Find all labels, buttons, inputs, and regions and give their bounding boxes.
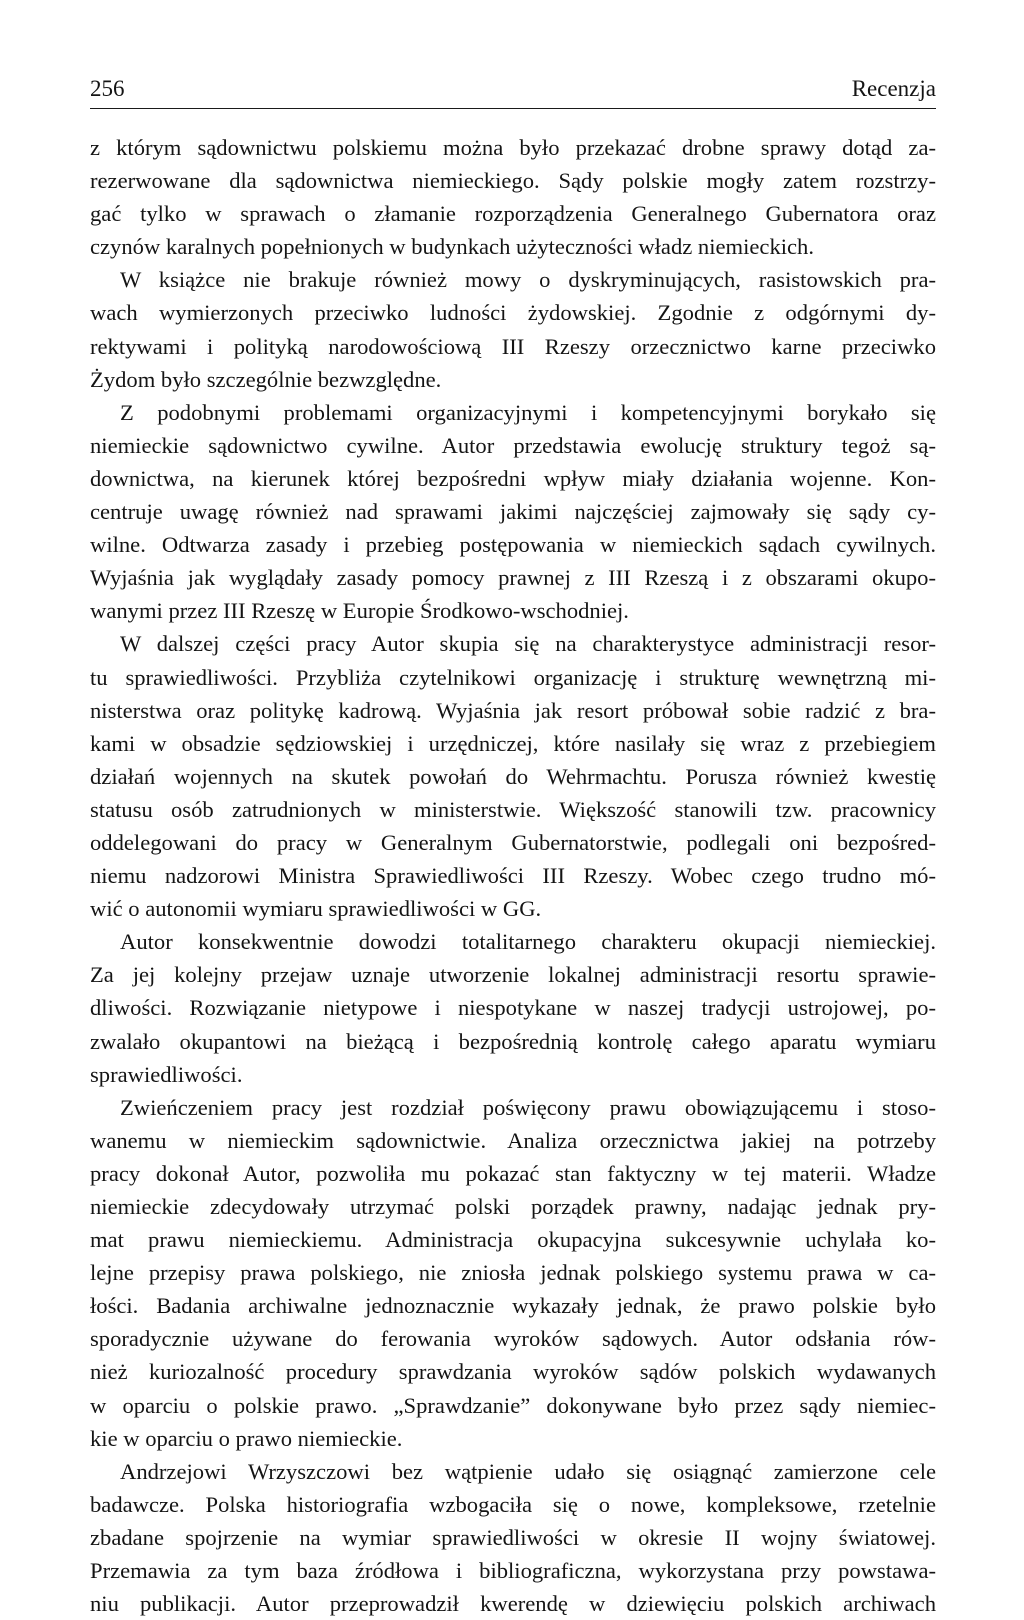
text-line: Z podobnymi problemami organizacyjnymi i kompetencyjnymi borykało się [120, 399, 936, 425]
text-line: wach wymierzonych przeciwko ludności żydowskiej. Zgodnie z odgórnymi dy- [90, 300, 936, 326]
text-line: pracy dokonał Autor, pozwoliła mu pokazać stan faktyczny w tej materii. Władze [90, 1160, 936, 1186]
text-line: niu publikacji. Autor przeprowadził kwerendę w dziewięciu polskich archiwach [90, 1591, 936, 1617]
running-title: Recenzja [851, 76, 936, 101]
document-page [90, 74, 936, 1620]
text-line: oddelegowani do pracy w Generalnym Gubernatorstwie, podlegali oni bezpośred- [90, 829, 936, 855]
text-line: badawcze. Polska historiografia wzbogaciła się o nowe, kompleksowe, rzetelnie [90, 1491, 936, 1517]
page-number: 256 [90, 76, 125, 101]
text-line: niemieckie sądownictwo cywilne. Autor przedstawia ewolucję struktury tegoż są- [90, 432, 936, 458]
text-line: wanemu w niemieckim sądownictwie. Analiza orzecznictwa jakiej na potrzeby [90, 1127, 936, 1153]
text-line: tu sprawiedliwości. Przybliża czytelnikowi organizację i strukturę wewnętrzną mi- [90, 664, 936, 690]
text-line: mat prawu niemieckiemu. Administracja okupacyjna sukcesywnie uchylała ko- [90, 1227, 936, 1253]
text-line: Żydom było szczególnie bezwzględne. [90, 366, 442, 392]
running-header [90, 74, 936, 109]
text-line: Autor konsekwentnie dowodzi totalitarnego charakteru okupacji niemieckiej. [120, 929, 936, 955]
text-line: kie w oparciu o prawo niemieckie. [90, 1425, 403, 1451]
text-line: wić o autonomii wymiaru sprawiedliwości w GG. [90, 896, 542, 922]
text-line: z którym sądownictwu polskiemu można było przekazać drobne sprawy dotąd za- [90, 135, 936, 160]
text-line: Zwieńczeniem pracy jest rozdział poświęcony prawu obowiązującemu i stoso- [120, 1094, 936, 1120]
text-line: Za jej kolejny przejaw uznaje utworzenie lokalnej administracji resortu sprawie- [90, 962, 936, 988]
text-line: nisterstwa oraz politykę kadrową. Wyjaśnia jak resort próbował sobie radzić z bra- [90, 697, 936, 723]
text-line: sporadycznie używane do ferowania wyroków sądowych. Autor odsłania rów- [90, 1326, 936, 1352]
text-line: w oparciu o polskie prawo. „Sprawdzanie” dokonywane było przez sądy niemiec- [90, 1392, 936, 1418]
text-line: W dalszej części pracy Autor skupia się na charakterystyce administracji resor- [120, 631, 936, 657]
text-line: sprawiedliwości. [90, 1061, 243, 1087]
text-line: W książce nie brakuje również mowy o dyskryminujących, rasistowskich pra- [120, 267, 936, 293]
text-line: zbadane spojrzenie na wymiar sprawiedliwości w okresie II wojny światowej. [90, 1524, 936, 1550]
text-line: zwalało okupantowi na bieżącą i bezpośrednią kontrolę całego aparatu wymiaru [90, 1028, 936, 1054]
text-line: Andrzejowi Wrzyszczowi bez wątpienie udało się osiągnąć zamierzone cele [120, 1458, 936, 1484]
text-line: lejne przepisy prawa polskiego, nie zniosła jednak polskiego systemu prawa w ca- [90, 1260, 936, 1286]
text-line: nież kuriozalność procedury sprawdzania wyroków sądów polskich wydawanych [90, 1359, 936, 1385]
text-line: wanymi przez III Rzeszę w Europie Środkowo-wschodniej. [90, 598, 629, 624]
text-line: Wyjaśnia jak wyglądały zasady pomocy prawnej z III Rzeszą i z obszarami okupo- [90, 565, 936, 591]
body-text [90, 131, 936, 1620]
text-line: rektywami i polityką narodowościową III Rzeszy orzecznictwo karne przeciwko [90, 333, 936, 359]
text-line: rezerwowane dla sądownictwa niemieckiego. Sądy polskie mogły zatem rozstrzy- [90, 168, 936, 194]
text-line: kami w obsadzie sędziowskiej i urzędniczej, które nasilały się wraz z przebiegiem [90, 730, 936, 756]
text-line: łości. Badania archiwalne jednoznacznie wykazały jednak, że prawo polskie było [90, 1293, 936, 1319]
text-line: gać tylko w sprawach o złamanie rozporządzenia Generalnego Gubernatora oraz [90, 201, 936, 227]
text-line: downictwa, na kierunek której bezpośredni wpływ miały działania wojenne. Kon- [90, 465, 936, 491]
text-line: niemu nadzorowi Ministra Sprawiedliwości III Rzeszy. Wobec czego trudno mó- [90, 863, 936, 889]
text-line: działań wojennych na skutek powołań do Wehrmachtu. Porusza również kwestię [90, 763, 936, 789]
text-line: dliwości. Rozwiązanie nietypowe i niespotykane w naszej tradycji ustrojowej, po- [90, 995, 936, 1021]
text-line: niemieckie zdecydowały utrzymać polski porządek prawny, nadając jednak pry- [90, 1194, 936, 1219]
text-line: czynów karalnych popełnionych w budynkach użyteczności władz niemieckich. [90, 234, 814, 260]
text-line: centruje uwagę również nad sprawami jakimi najczęściej zajmowały się sądy cy- [90, 499, 936, 525]
text-line: Przemawia za tym baza źródłowa i bibliograficzna, wykorzystana przy powstawa- [90, 1558, 936, 1584]
text-line: wilne. Odtwarza zasady i przebieg postępowania w niemieckich sądach cywilnych. [90, 532, 936, 558]
text-line: statusu osób zatrudnionych w ministerstwie. Większość stanowili tzw. pracownicy [90, 796, 936, 822]
